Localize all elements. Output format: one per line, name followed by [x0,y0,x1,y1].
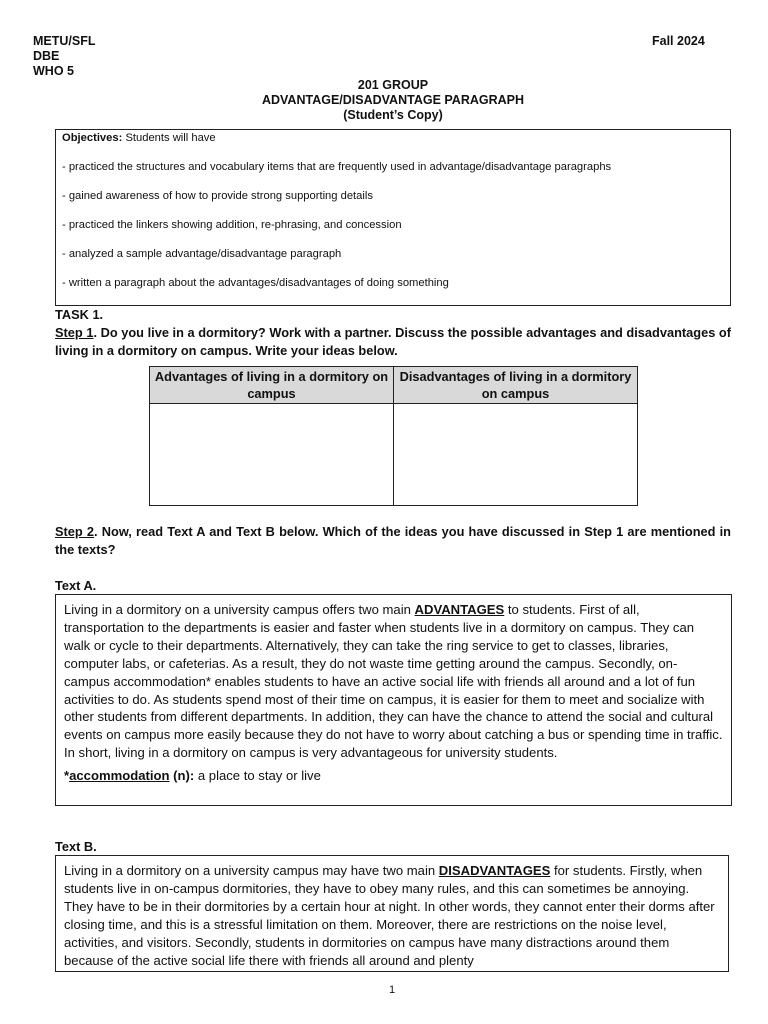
textB-text-start: Living in a dormitory on a university campus may have two main [64,863,439,878]
accommodation-note [64,767,723,785]
step1-label: Step 1 [55,325,94,340]
advantages-cell[interactable] [150,404,394,506]
step2-label: Step 2 [55,524,95,539]
title-copy: (Student’s Copy) [343,108,443,122]
textA-text-start: Living in a dormitory on a university campus offers two main [64,602,415,617]
textA-paragraph [64,601,723,762]
textA-keyword: ADVANTAGES [414,602,505,617]
textB-paragraph [64,862,720,969]
note-definition: a place to stay or live [194,768,321,784]
note-star: * [64,768,70,784]
page-number: 1 [389,984,396,996]
course-line: WHO 5 [33,64,74,78]
note-word: accommodation [69,768,170,784]
objective-item: - analyzed a sample advantage/disadvantage paragraph [62,248,342,260]
title-main: ADVANTAGE/DISADVANTAGE PARAGRAPH [261,93,525,107]
step1-text: . Do you live in a dormitory? Work with a partner. Discuss the possible advantages and disadvantages of living in a dormitory on campus. Write your ideas below. [55,325,732,358]
textA-box [55,594,732,806]
objective-item: - practiced the structures and vocabulary items that are frequently used in advantage/disadvantage paragraphs [62,161,612,173]
objectives-intro-text: Students will have [125,132,216,144]
step1-instruction [55,324,731,360]
objectives-box [55,129,731,306]
advantages-header: Advantages of living in a dormitory on campus [150,367,394,404]
term-label: Fall 2024 [652,34,705,48]
note-part-of-speech: (n): [169,768,195,784]
disadvantages-header: Disadvantages of living in a dormitory on campus [394,367,638,404]
textB-box [55,855,729,972]
department-line: DBE [33,49,60,63]
step2-instruction [55,523,731,559]
textB-text-rest: for students. Firstly, when students live in on-campus dormitories, they have to obey many rules, and this can sometimes be annoying. They have to be in their dormitories by a certain hour at night. In other words, they cannot enter their dorms after closing time, and this is a stressful limitation on them. Moreover, there are restrictions on the noise level, activities, and visitors. Secondly, students in dormitories on campus have many distractions around them because of the active social life there with friends all around and plenty [64,863,715,968]
objective-item: - gained awareness of how to provide strong supporting details [62,190,373,202]
institution-line: METU/SFL [33,34,96,48]
objective-item: - practiced the linkers showing addition, re-phrasing, and concession [62,219,402,231]
ideas-table [149,366,638,506]
objectives-label: Objectives: [62,132,123,144]
step2-text: . Now, read Text A and Text B below. Which of the ideas you have discussed in Step 1 are mentioned in the texts? [55,524,732,557]
disadvantages-cell[interactable] [394,404,638,506]
textA-label: Text A. [55,578,97,593]
header-left [33,34,96,79]
objectives-intro [62,131,216,145]
textB-label: Text B. [55,839,97,854]
task1-label: TASK 1. [55,307,104,322]
textA-text-rest: to students. First of all, transportation to the departments is easier and faster when students live in a dormitory on campus. They can walk or cycle to their departments. Alternatively, they can take the ring service to get to classes, libraries, computer labs, or cafeterias. As a result, they do not waste time getting around the campus. Secondly, on-campus accommodation* enables students to have an active social life with friends all around and a lot of fun activities to do. As students spend most of their time on campus, it is easier for them to meet and socialize with other students from different departments. In addition, they can have the chance to attend the social and cultural events on campus more easily because they do not have to worry about catching a bus or spending time in traffic. In short, living in a dormitory on campus is very advantageous for university students. [64,602,723,761]
objective-item: - written a paragraph about the advantages/disadvantages of doing something [62,277,449,289]
document-title [0,78,768,123]
textB-keyword: DISADVANTAGES [438,863,551,878]
title-group: 201 GROUP [357,78,429,92]
